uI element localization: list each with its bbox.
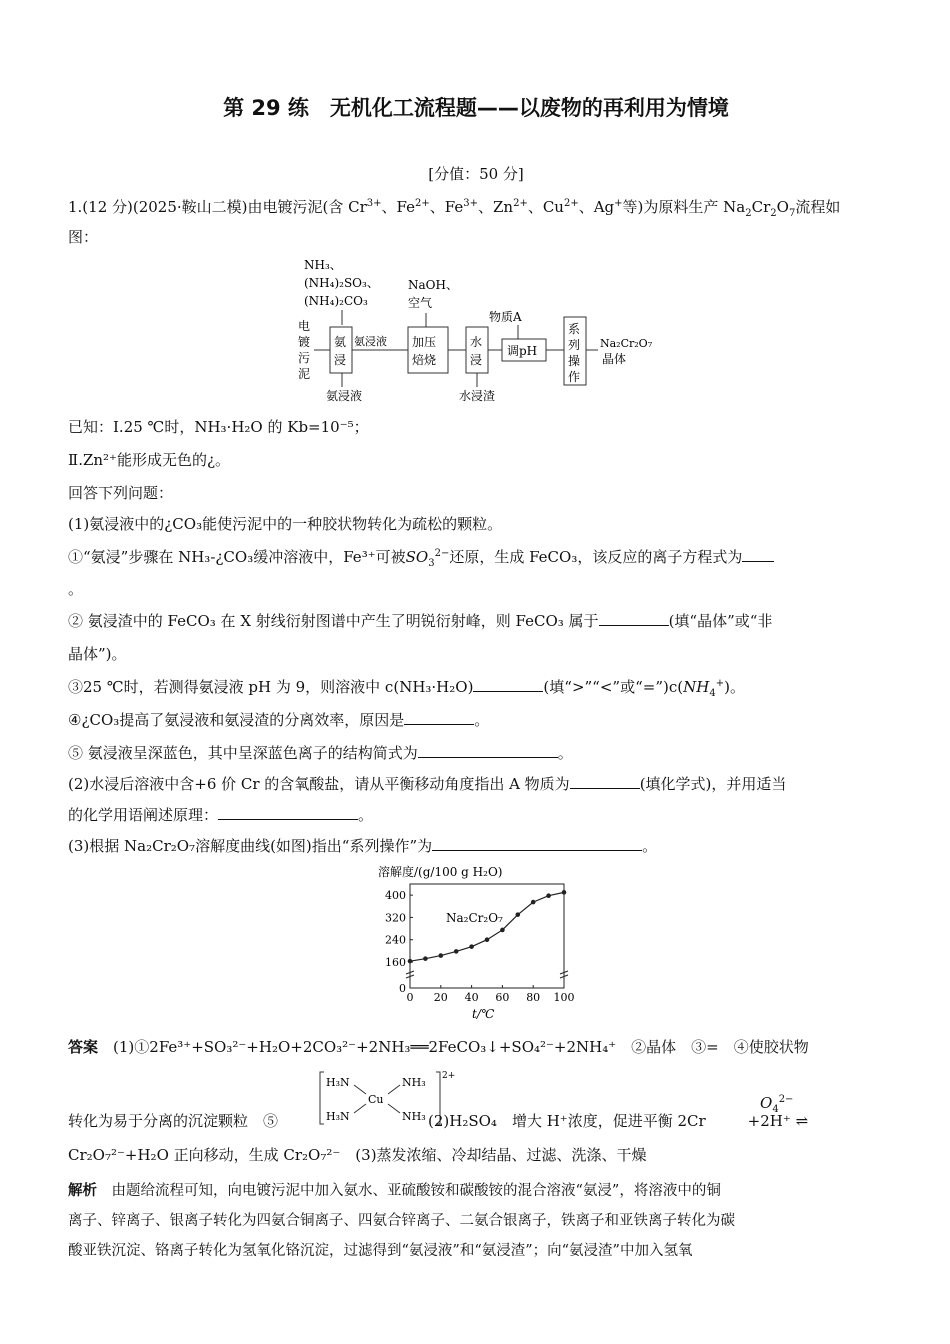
q1-sub1: ①“氨浸”步骤在 NH₃-¿CO₃缓冲溶液中，Fe³⁺可被$SO_3^{2-}$还原，生成 FeCO₃，该反应的离子方程式为 xyxy=(68,546,774,568)
q1-end2: 流程如 xyxy=(795,198,841,216)
q1-sub3-c: )。 xyxy=(724,678,745,696)
start-2: 镀 xyxy=(298,335,311,349)
y-tick-label: 320 xyxy=(385,911,406,925)
q1-end: 等)为原料生产 Na xyxy=(622,198,746,216)
box3-2: 浸 xyxy=(470,353,483,367)
known-2: Ⅱ.Zn²⁺能形成无色的¿。 xyxy=(68,451,231,469)
q2-d: 。 xyxy=(358,806,374,824)
answer-l2a: 转化为易于分离的沉淀颗粒 ⑤ xyxy=(68,1112,279,1130)
ligand-3: H₃N xyxy=(326,1110,350,1123)
series-line xyxy=(410,892,564,961)
ligand-4: NH₃ xyxy=(402,1110,426,1123)
x-tick-label: 20 xyxy=(433,991,448,1004)
product-1: Na₂Cr₂O₇ xyxy=(600,337,653,350)
flow-diagram xyxy=(296,255,676,405)
q1-sub5-b: 。 xyxy=(557,744,573,762)
q1-sub4-b: 。 xyxy=(474,711,490,729)
box5-2: 列 xyxy=(568,338,581,352)
q1-sub3-a: ③25 ℃时，若测得氨浸液 pH 为 9，则溶液中 c(NH₃·H₂O) xyxy=(68,678,474,696)
answer-l1: (1)①2Fe³⁺+SO₃²⁻+H₂O+2CO₃²⁻+2NH₃══2FeCO₃↓+SO₄²⁻+2NH₄⁺ ②晶体 ③= ④使胶状物 xyxy=(113,1038,809,1056)
data-point xyxy=(439,953,444,958)
known-3: 回答下列问题： xyxy=(68,484,174,502)
q3-a: (3)根据 Na₂Cr₂O₇溶解度曲线(如图)指出“系列操作”为 xyxy=(68,837,433,855)
q1-sub1-b: 还原，生成 FeCO₃，该反应的离子方程式为 xyxy=(449,548,743,566)
q1-sub2-b: (填“晶体”或“非 xyxy=(668,612,773,630)
q1-sub1-end: 。 xyxy=(68,580,84,598)
reagent2-b: 空气 xyxy=(408,296,433,310)
page-title: 第 29 练 无机化工流程题——以废物的再利用为情境 xyxy=(223,96,729,120)
reagent2-a: NaOH、 xyxy=(408,278,458,292)
start-4: 泥 xyxy=(298,367,311,381)
box1-1: 氨 xyxy=(334,335,347,349)
y-tick-label: 240 xyxy=(385,933,406,947)
known-1: 已知：Ⅰ.25 ℃时，NH₃·H₂O 的 Kb=10⁻⁵； xyxy=(68,418,369,436)
analysis-line2: 离子、锌离子、银离子转化为四氨合铜离子、四氨合锌离子、二氨合银离子，铁离子和亚铁离子转化为碳 xyxy=(68,1213,735,1229)
reagent1-a: NH₃、 xyxy=(304,258,342,272)
x-tick-label: 40 xyxy=(464,991,479,1004)
analysis-label: 解析 xyxy=(68,1183,97,1199)
answer-line3: Cr₂O₇²⁻+H₂O 正向移动，生成 Cr₂O₇²⁻ (3)蒸发浓缩、冷却结晶、过滤、洗涤、干燥 xyxy=(68,1146,647,1164)
q2-a: (2)水浸后溶液中含+6 价 Cr 的含氧酸盐，请从平衡移动角度指出 A 物质为 xyxy=(68,775,570,793)
data-point xyxy=(423,956,428,961)
out3: 水浸渣 xyxy=(459,389,496,403)
q1-intro-line1: 1.(12 分)(2025·鞍山二模)由电镀污泥(含 $Cr^{3+}$、$Fe^{2+}$、$Fe^{3+}$、$Zn^{2+}$、$Cu^{2+}$、Ag+等)为原料生产 $Na_2Cr_2O_7$流程如 xyxy=(68,198,841,219)
answer-label: 答案 xyxy=(68,1038,99,1056)
q2-b: (填化学式)，并用适当 xyxy=(639,775,787,793)
box2-2: 焙烧 xyxy=(412,353,437,367)
q3-b: 。 xyxy=(642,837,658,855)
answer-line2: 转化为易于分离的沉淀颗粒 ⑤ (2)H₂SO₄ 增大 H⁺浓度，促进平衡 2Cr +2H⁺ ⇌ xyxy=(68,1112,809,1130)
answer-line1 xyxy=(68,1036,809,1058)
score-line: [分值：50 分] xyxy=(428,165,524,183)
x-tick-label: 60 xyxy=(495,991,510,1004)
data-point xyxy=(546,893,551,898)
ligand-1: H₃N xyxy=(326,1076,350,1089)
data-point xyxy=(408,959,413,964)
arrow1-label: 氨浸液 xyxy=(354,335,387,348)
q1-sub3-b: (填“>”“<”或“=”)c( xyxy=(543,678,684,696)
x-axis-label: t/℃ xyxy=(472,1007,495,1021)
x-tick-label: 80 xyxy=(526,991,541,1004)
chromate-ion: $O_4^{2-}$ xyxy=(760,1094,794,1115)
x-tick-label: 0 xyxy=(406,991,414,1004)
q2-line1 xyxy=(68,773,786,795)
q1-sub2-end: 晶体”)。 xyxy=(68,645,127,663)
q1-sub4-a: ④¿CO₃提高了氨浸液和氨浸渣的分离效率，原因是 xyxy=(68,711,405,729)
data-point xyxy=(562,890,567,895)
q1-prefix: 1.(12 分)(2025·鞍山二模)由电镀污泥(含 Cr xyxy=(68,198,367,216)
box5-4: 作 xyxy=(568,370,581,384)
data-point xyxy=(485,937,490,942)
reagent3: 物质A xyxy=(489,310,522,324)
q1-intro-line2: 图： xyxy=(68,228,99,246)
complex-charge: 2+ xyxy=(442,1071,456,1081)
box5-3: 操 xyxy=(568,354,581,368)
y-tick-label: 0 xyxy=(399,982,406,995)
analysis-line1 xyxy=(68,1180,721,1202)
data-point xyxy=(454,949,459,954)
reagent1-c: (NH₄)₂CO₃ xyxy=(304,294,368,308)
ligand-2: NH₃ xyxy=(402,1076,426,1089)
reagent1-b: (NH₄)₂SO₃、 xyxy=(304,276,379,290)
data-point xyxy=(500,928,505,933)
q1-sub2-a: ② 氨浸渣中的 FeCO₃ 在 X 射线衍射图谱中产生了明锐衍射峰，则 FeCO₃ 属于 xyxy=(68,612,599,630)
box5-1: 系 xyxy=(568,322,581,336)
y-tick-label: 160 xyxy=(385,956,406,969)
q1-sub3: ③25 ℃时，若测得氨浸液 pH 为 9，则溶液中 c(NH₃·H₂O) (填“>”“<”或“$=”)c(NH_4^+)$。 xyxy=(68,678,745,699)
product-2: 晶体 xyxy=(602,352,627,366)
analysis-l1: 由题给流程可知，向电镀污泥中加入氨水、亚硫酸铵和碳酸铵的混合溶液“氨浸”，将溶液中的铜 xyxy=(111,1183,721,1199)
q1-part1: (1)氨浸液中的¿CO₃能使污泥中的一种胶状物转化为疏松的颗粒。 xyxy=(68,515,503,533)
central-cu: Cu xyxy=(368,1093,384,1106)
analysis-line3: 酸亚铁沉淀、铬离子转化为氢氧化铬沉淀，过滤得到“氨浸液”和“氨浸渣”；向“氨浸渣”中加入氢氧 xyxy=(68,1243,693,1259)
plot-frame xyxy=(410,884,564,988)
out1: 氨浸液 xyxy=(326,389,363,403)
data-point xyxy=(469,944,474,949)
data-point xyxy=(531,900,536,905)
data-point xyxy=(516,912,521,917)
q1-sub4 xyxy=(68,709,489,731)
series-label: Na₂Cr₂O₇ xyxy=(446,911,503,925)
chart-title: 溶解度/(g/100 g H₂O) xyxy=(378,865,503,879)
y-tick-label: 400 xyxy=(385,889,406,903)
start-3: 污 xyxy=(298,351,311,365)
start-1: 电 xyxy=(298,319,311,333)
box4: 调pH xyxy=(507,344,538,358)
answer-l2b: (2)H₂SO₄ 增大 H⁺浓度，促进平衡 2Cr xyxy=(428,1112,706,1130)
q2-c: 的化学用语阐述原理： xyxy=(68,806,219,824)
q1-sub5-a: ⑤ 氨浸液呈深蓝色，其中呈深蓝色离子的结构简式为 xyxy=(68,744,418,762)
q3-line xyxy=(68,835,657,857)
box2-1: 加压 xyxy=(412,335,437,349)
q1-sub5 xyxy=(68,742,573,764)
q2-line2 xyxy=(68,804,373,826)
q1-sub2 xyxy=(68,610,772,632)
box1-2: 浸 xyxy=(334,353,347,367)
solubility-chart xyxy=(368,862,588,1022)
answer-l2c: +2H⁺ xyxy=(747,1112,791,1130)
box3-1: 水 xyxy=(470,335,483,349)
q1-sub1-a: ①“氨浸”步骤在 NH₃-¿CO₃缓冲溶液中，Fe³⁺可被 xyxy=(68,548,406,566)
x-tick-label: 100 xyxy=(553,991,575,1004)
